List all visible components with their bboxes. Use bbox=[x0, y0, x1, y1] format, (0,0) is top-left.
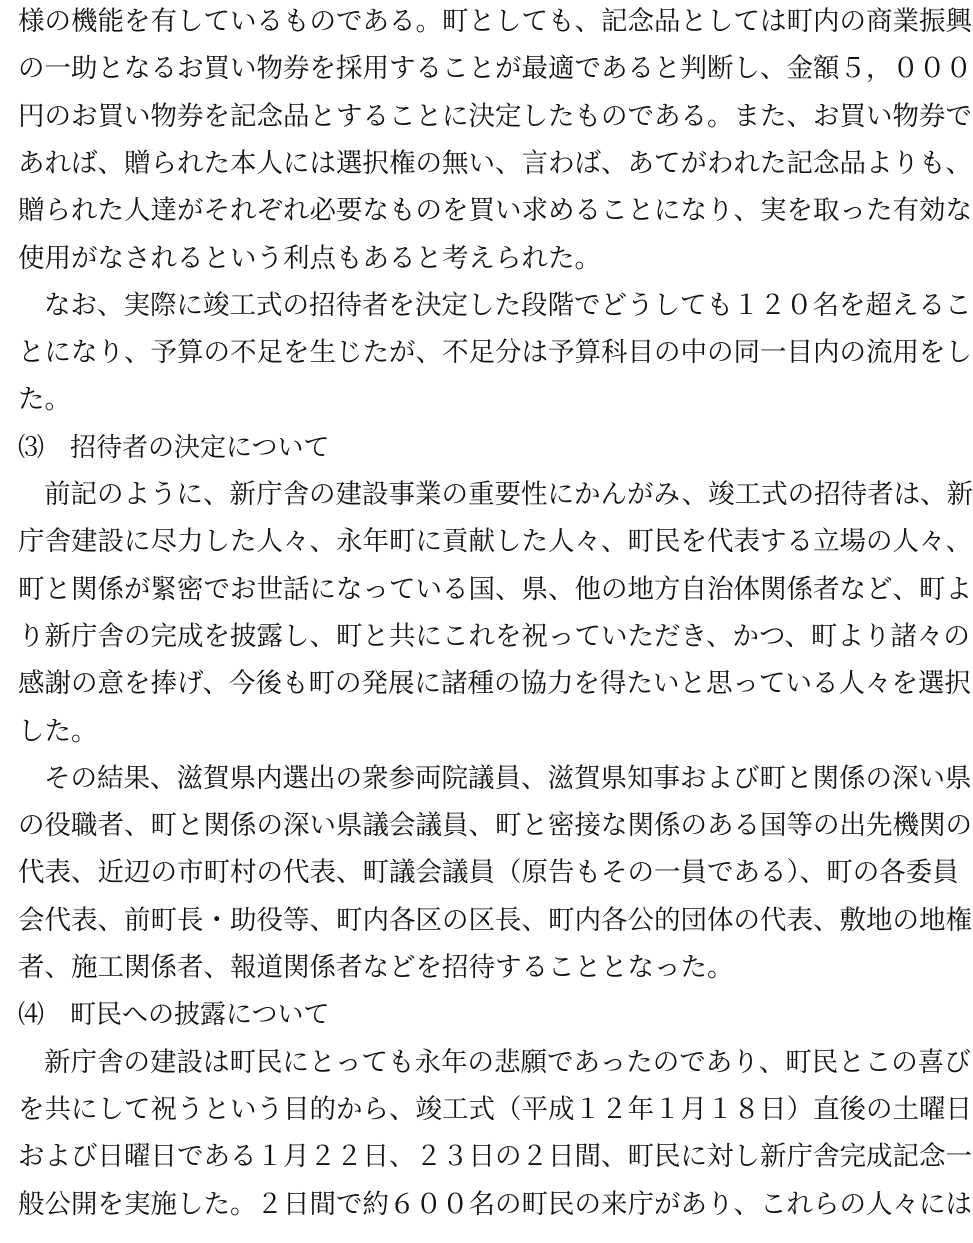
text-line: した。 bbox=[18, 715, 98, 747]
text-line: その結果、滋賀県内選出の衆参両院議員、滋賀県知事および町と関係の深い県 bbox=[44, 762, 972, 794]
text-line: 般公開を実施した。２日間で約６００名の町民の来庁があり、これらの人々には bbox=[18, 1188, 972, 1220]
text-line: 使用がなされるという利点もあると考えられた。 bbox=[18, 242, 601, 274]
text-line: とになり、予算の不足を生じたが、不足分は予算科目の中の同一目内の流用をし bbox=[18, 337, 972, 369]
section-heading: ⑷ 町民への披露について bbox=[18, 1000, 330, 1031]
text-line: 様の機能を有しているものである。町としても、記念品としては町内の商業振興 bbox=[18, 6, 972, 37]
text-line: 代表、近辺の市町村の代表、町議会議員（原告もその一員である）、町の各委員 bbox=[18, 857, 959, 889]
text-line: の一助となるお買い物券を採用することが最適であると判断し、金額５，０００ bbox=[18, 53, 972, 85]
section-heading: ⑶ 招待者の決定について bbox=[18, 432, 330, 463]
text-line: り新庁舎の完成を披露し、町と共にこれを祝っていただき、かつ、町より諸々の bbox=[18, 620, 970, 652]
text-line: の役職者、町と関係の深い県議会議員、町と密接な関係のある国等の出先機関の bbox=[18, 810, 972, 842]
text-line: 贈られた人達がそれぞれ必要なものを買い求めることになり、実を取った有効な bbox=[18, 195, 972, 227]
text-line: 新庁舎の建設は町民にとっても永年の悲願であったのであり、町民とこの喜び bbox=[44, 1046, 971, 1078]
text-line: 庁舎建設に尽力した人々、永年町に貢献した人々、町民を代表する立場の人々、 bbox=[18, 526, 972, 558]
text-line: あれば、贈られた本人には選択権の無い、言わば、あてがわれた記念品よりも、 bbox=[18, 147, 972, 179]
text-line: た。 bbox=[18, 384, 71, 416]
text-line: および日曜日である１月２２日、２３日の２日間、町民に対し新庁舎完成記念一 bbox=[18, 1141, 972, 1173]
text-line: 町と関係が緊密でお世話になっている国、県、他の地方自治体関係者など、町よ bbox=[18, 573, 972, 605]
text-line: 前記のように、新庁舎の建設事業の重要性にかんがみ、竣工式の招待者は、新 bbox=[44, 479, 973, 510]
text-line: なお、実際に竣工式の招待者を決定した段階でどうしても１２０名を超えるこ bbox=[44, 289, 972, 321]
text-line: を共にして祝うという目的から、竣工式（平成１２年１月１８日）直後の土曜日 bbox=[18, 1093, 972, 1125]
text-line: 感謝の意を捧げ、今後も町の発展に諸種の協力を得たいと思っている人々を選択 bbox=[18, 668, 971, 700]
text-line: 者、施工関係者、報道関係者などを招待することとなった。 bbox=[18, 952, 734, 983]
text-line: 円のお買い物券を記念品とすることに決定したものである。また、お買い物券で bbox=[18, 100, 972, 132]
text-line: 会代表、前町長・助役等、町内各区の区長、町内各公的団体の代表、敷地の地権 bbox=[18, 904, 972, 936]
